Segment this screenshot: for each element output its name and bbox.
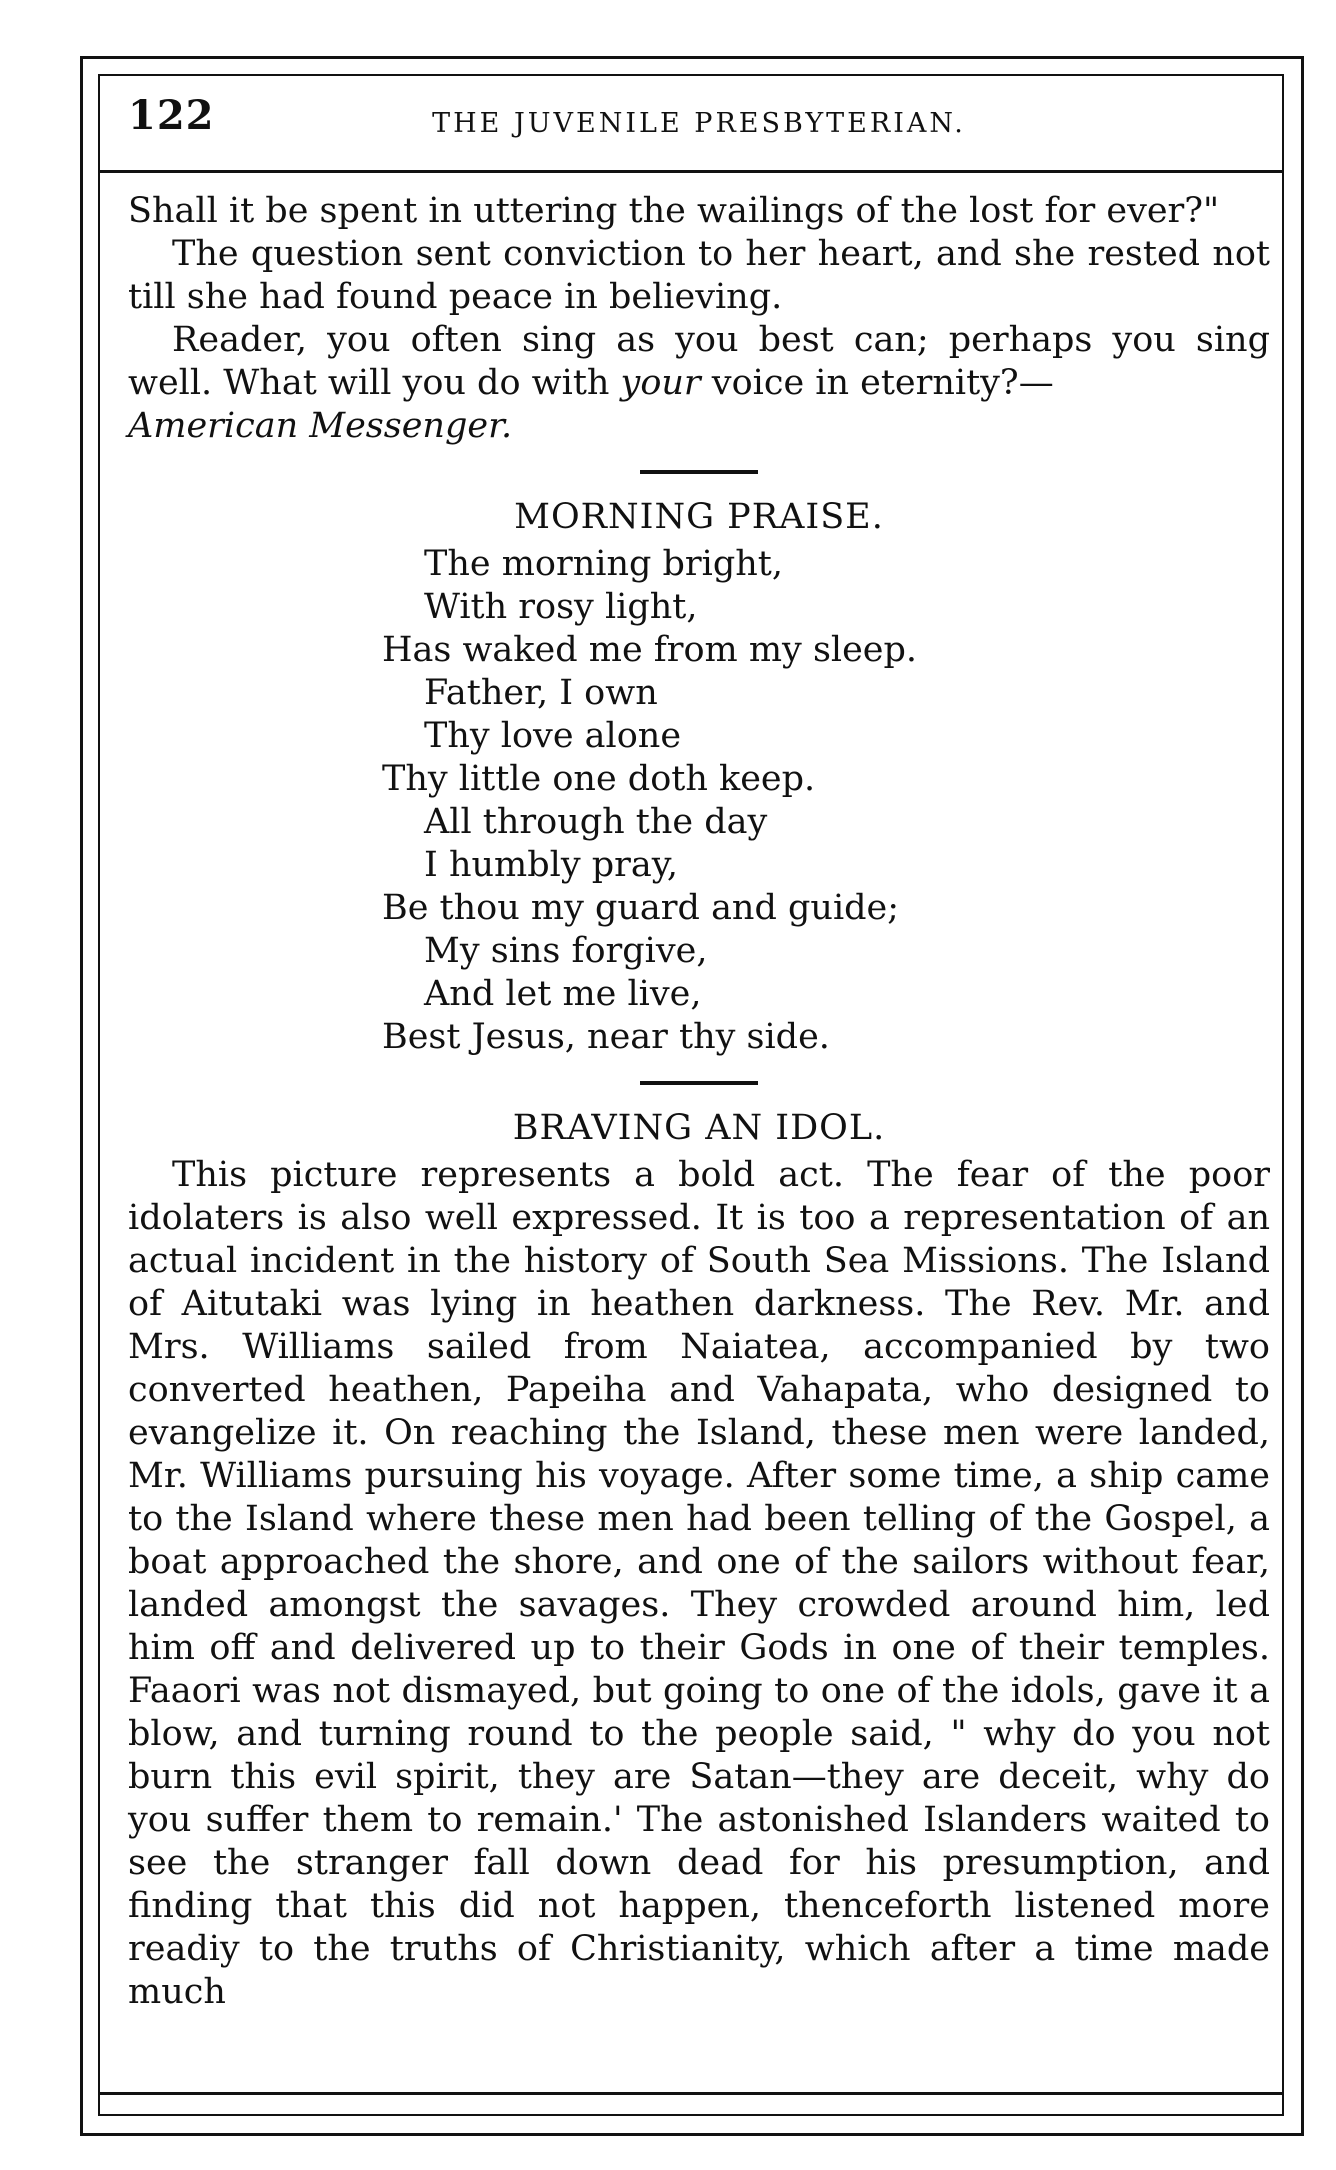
intro-paragraph-1: Shall it be spent in uttering the wailings of the lost for ever?" <box>128 191 1220 231</box>
page-number: 122 <box>128 92 215 139</box>
intro-paragraph-3-emphasis: your <box>620 363 701 403</box>
poem-line: Has waked me from my sleep. <box>382 630 918 670</box>
poem-line: Thy love alone <box>424 716 682 756</box>
poem-line: My sins forgive, <box>424 931 708 971</box>
intro-paragraph-3-end: voice in eternity?— <box>700 363 1054 403</box>
section-divider-1 <box>640 470 758 474</box>
footer-divider <box>98 2092 1284 2095</box>
poem-line: Thy little one doth keep. <box>382 759 816 799</box>
intro-paragraph-2: The question sent conviction to her heart, and she rested not till she had found peace in believing. <box>128 234 1270 317</box>
running-head-title: THE JUVENILE PRESBYTERIAN. <box>432 108 966 139</box>
section-divider-2 <box>640 1081 758 1085</box>
intro-paragraph-3 <box>128 319 1270 405</box>
intro-paragraph-3-start: Reader, you often sing as you best can; perhaps you sing well. What will you do with <box>128 320 1270 403</box>
source-credit: American Messenger. <box>128 406 513 446</box>
poem <box>382 543 1270 1059</box>
poem-line: Be thou my guard and guide; <box>382 888 900 928</box>
page-content <box>128 190 1270 2014</box>
poem-title: MORNING PRAISE. <box>514 497 884 537</box>
article-body: This picture represents a bold act. The fear of the poor idolaters is also well expressed. It is too a representation of an actual incident in the history of South Sea Missions. The Island of Aitutaki was lying in heathen darkness. The Rev. Mr. and Mrs. Williams sailed from Naiatea, accompanied by two converted heathen, Papeiha and Vahapata, who designed to evangelize it. On reaching the Island, these men were landed, Mr. Williams pursuing his voyage. After some time, a ship came to the Island where these men had been telling of the Gospel, a boat approached the shore, and one of the sailors without fear, landed amongst the savages. They crowded around him, led him off and delivered up to their Gods in one of their temples. Faaori was not dismayed, but going to one of the idols, gave it a blow, and turning round to the people said, " why do you not burn this evil spirit, they are Satan—they are deceit, why do you suffer them to remain.' The astonished Islanders waited to see the stranger fall down dead for his presumption, and finding that this did not happen, thenceforth listened more readiy to the truths of Christianity, which after a time made much <box>128 1155 1270 2012</box>
page-header <box>128 92 1270 164</box>
header-divider <box>98 170 1284 173</box>
poem-line: I humbly pray, <box>424 845 678 885</box>
poem-line: Best Jesus, near thy side. <box>382 1017 830 1057</box>
poem-line: With rosy light, <box>424 587 698 627</box>
poem-line: Father, I own <box>424 673 658 713</box>
poem-line: The morning bright, <box>424 544 783 584</box>
article-title: BRAVING AN IDOL. <box>512 1108 886 1148</box>
poem-line: And let me live, <box>424 974 702 1014</box>
poem-line: All through the day <box>424 802 768 842</box>
